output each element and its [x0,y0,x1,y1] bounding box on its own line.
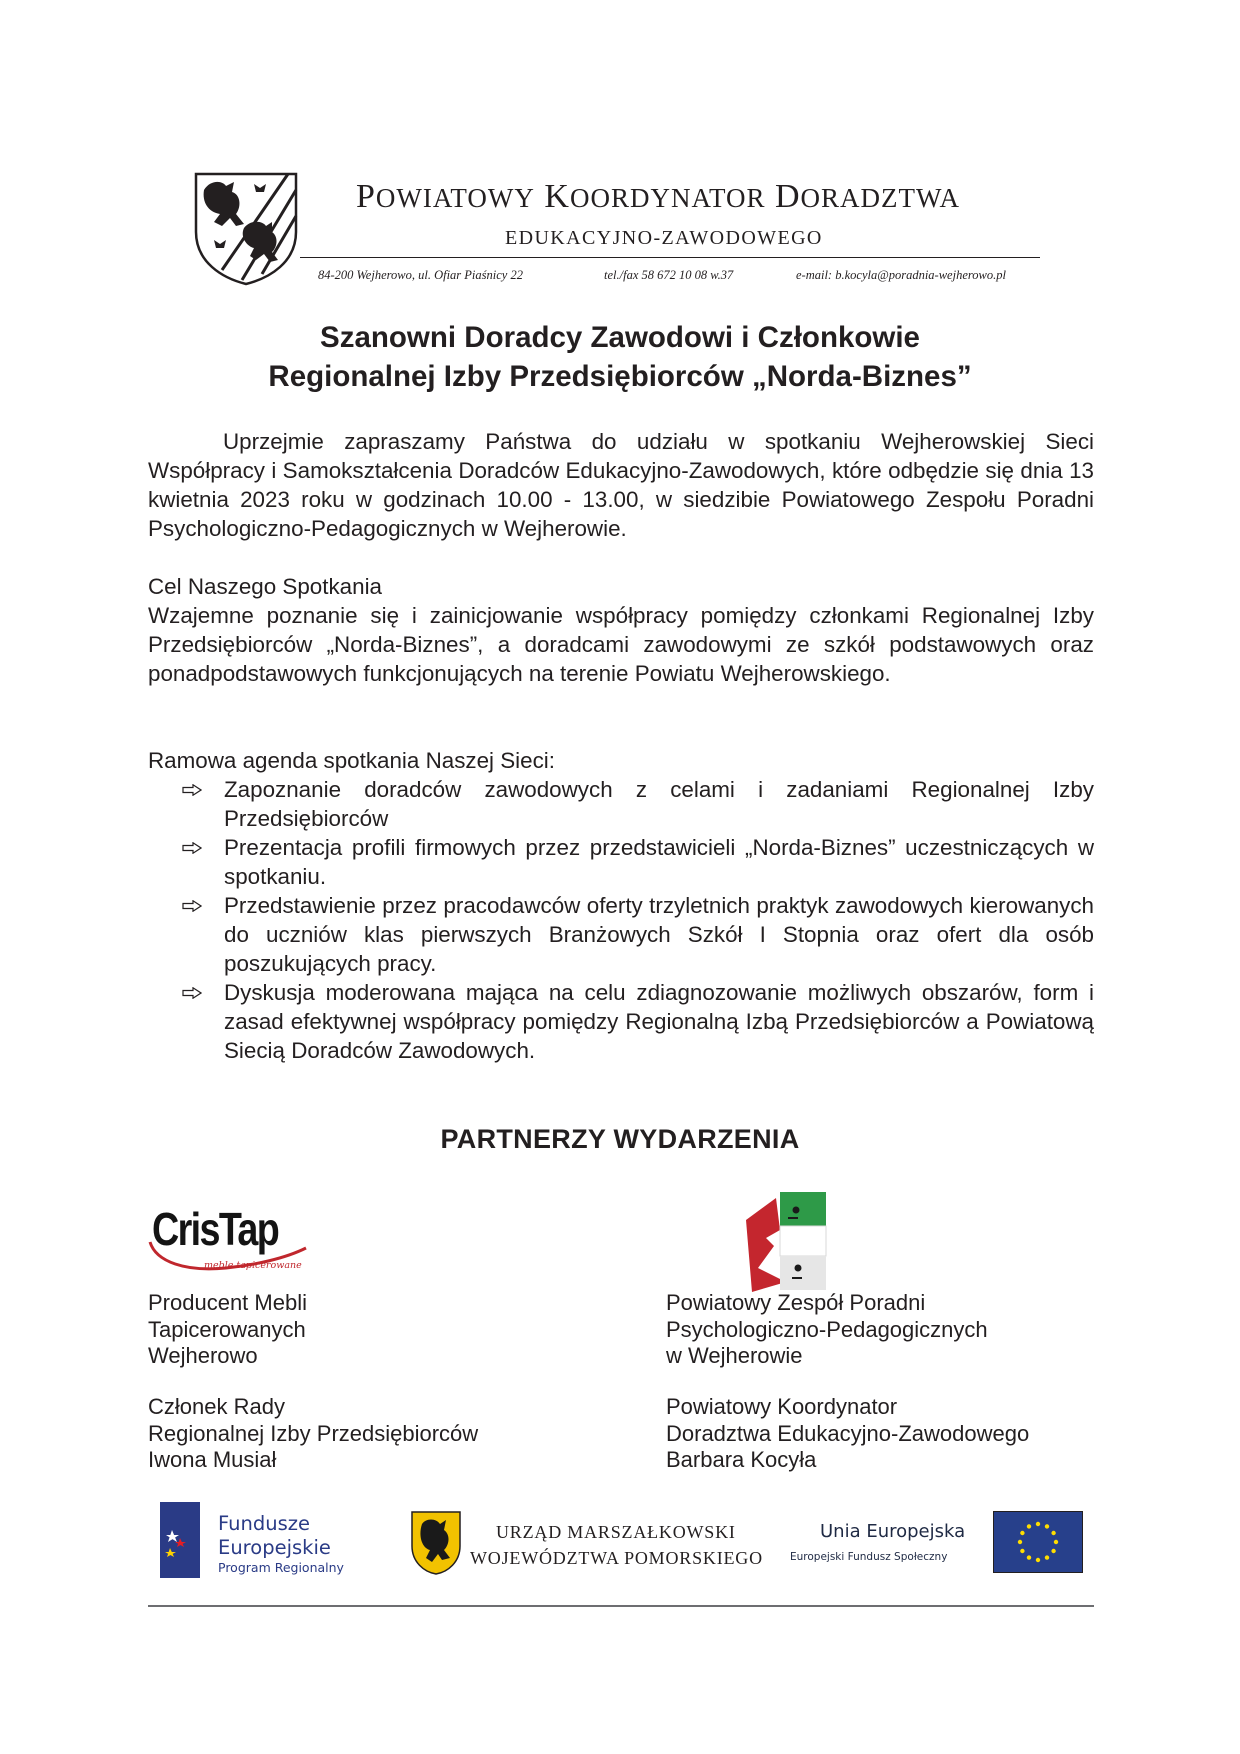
header-email[interactable]: e-mail: b.kocyla@poradnia-wejherowo.pl [796,268,1006,282]
goal-title: Cel Naszego Spotkania [148,574,382,599]
text-line: Producent Mebli [148,1290,307,1315]
agenda-item [182,833,1094,891]
header-divider [300,257,1040,258]
agenda-item [182,775,1094,833]
arrow-right-icon [182,900,202,912]
agenda-item [182,891,1094,978]
fundusze-europejskie-title [218,1512,331,1560]
cristap-logo-text: CrisTap [152,1203,279,1255]
pomorskie-griffin-icon [410,1510,462,1576]
cristap-logo-tagline: meble tapicerowane [204,1260,302,1271]
text-line: Psychologiczno-Pedagogicznych [666,1316,988,1342]
agenda-item [182,978,1094,1065]
unia-europejska-subtitle: Europejski Fundusz Społeczny [790,1551,948,1563]
agenda-item-text: Przedstawienie przez pracodawców oferty trzyletnich praktyk zawodowych kierowanych do uczniów klas pierwszych Branżowych Szkół I Stopnia oraz ofert dla osób poszukujących pracy. [224,893,1094,976]
header-title-initial: D [774,178,801,215]
poradnia-description [666,1290,988,1370]
text-line: Iwona Musiał [148,1447,277,1472]
heading-line: Regionalnej Izby Przedsiębiorców „Norda-Biznes” [268,360,972,393]
unia-europejska-logo [786,1511,1086,1577]
text-line: Członek Rady [148,1394,285,1419]
text-line: Powiatowy Zespół Poradni [666,1290,926,1315]
text-line: Fundusze [218,1512,310,1535]
heading-line: Szanowni Doradcy Zawodowi i Członkowie [320,321,920,354]
urzad-marszalkowski-line2: WOJEWÓDZTWA POMORSKIEGO [470,1548,763,1568]
text-line: Tapicerowanych [148,1316,306,1342]
cristap-description [148,1290,307,1370]
arrow-right-icon [182,987,202,999]
header-title-part: ORADZTWA [800,183,961,213]
intro-paragraph: Uprzejmie zapraszamy Państwa do udziału w spotkaniu Wejherowskiej Sieci Współpracy i Samokształcenia Doradców Edukacyjno-Zawodowych, które odbędzie się dnia 13 kwietnia 2023 roku w godzinach 10.00 - 13.00, w siedzibie Powiatowego Zespołu Poradni Psychologiczno-Pedagogicznych w Wejherowie. [148,429,1094,541]
agenda-item-text: Prezentacja profili firmowych przez przedstawicieli „Norda-Biznes” uczestniczących w spotkaniu. [224,835,1094,889]
agenda-list [182,775,1094,1065]
cristap-logo [146,1202,316,1282]
text-line: w Wejherowie [666,1343,803,1368]
header-title-part: OORDYNATOR [569,183,766,213]
agenda-item-text: Zapoznanie doradców zawodowych z celami i zadaniami Regionalnej Izby Przedsiębiorców [224,777,1094,831]
header-subtitle: EDUKACYJNO-ZAWODOWEGO [505,227,823,249]
header-address: 84-200 Wejherowo, ul. Ofiar Piaśnicy 22 [318,268,523,282]
header-title-part: OWIATOWY [375,183,535,213]
footer-divider [148,1605,1094,1607]
letter-heading [140,318,1100,396]
griffin-crest-icon [192,170,300,286]
text-line: Powiatowy Koordynator [666,1394,898,1419]
goal-paragraph: Wzajemne poznanie się i zainicjowanie współpracy pomiędzy członkami Regionalnej Izby Przedsiębiorców „Norda-Biznes”, a doradcami zawodowymi ze szkół podstawowych oraz ponadpodstawowych funkcjonujących na terenie Powiatu Wejherowskiego. [148,603,1094,686]
ppp-faces-icon [736,1190,828,1292]
fundusze-europejskie-icon [158,1500,206,1580]
eu-flag-icon [993,1511,1083,1573]
poradnia-contact [666,1394,1029,1474]
header-title [356,178,1046,216]
header-title-initial: P [356,178,376,215]
text-line: Wejherowo [148,1343,258,1368]
urzad-marszalkowski-logo [410,1510,763,1580]
fundusze-europejskie-logo [158,1500,358,1580]
text-line: Doradztwa Edukacyjno-Zawodowego [666,1420,1030,1446]
arrow-right-icon [182,842,202,854]
agenda-title: Ramowa agenda spotkania Naszej Sieci: [148,748,555,773]
urzad-marszalkowski-line1: URZĄD MARSZAŁKOWSKI [496,1522,736,1542]
agenda-item-text: Dyskusja moderowana mająca na celu zdiagnozowanie możliwych obszarów, form i zasad efektywnej współpracy pomiędzy Regionalną Izbą Przedsiębiorców a Powiatową Siecią Doradców Zawodowych. [224,980,1094,1063]
header-phone: tel./fax 58 672 10 08 w.37 [604,268,734,282]
arrow-right-icon [182,784,202,796]
cristap-contact [148,1394,478,1474]
text-line: Europejskie [218,1536,331,1559]
partners-title: PARTNERZY WYDARZENIA [440,1124,800,1154]
text-line: Regionalnej Izby Przedsiębiorców [148,1420,479,1446]
text-line: Barbara Kocyła [666,1447,817,1472]
fundusze-europejskie-subtitle: Program Regionalny [218,1560,344,1575]
header-title-initial: K [544,178,570,215]
unia-europejska-title: Unia Europejska [820,1521,966,1542]
